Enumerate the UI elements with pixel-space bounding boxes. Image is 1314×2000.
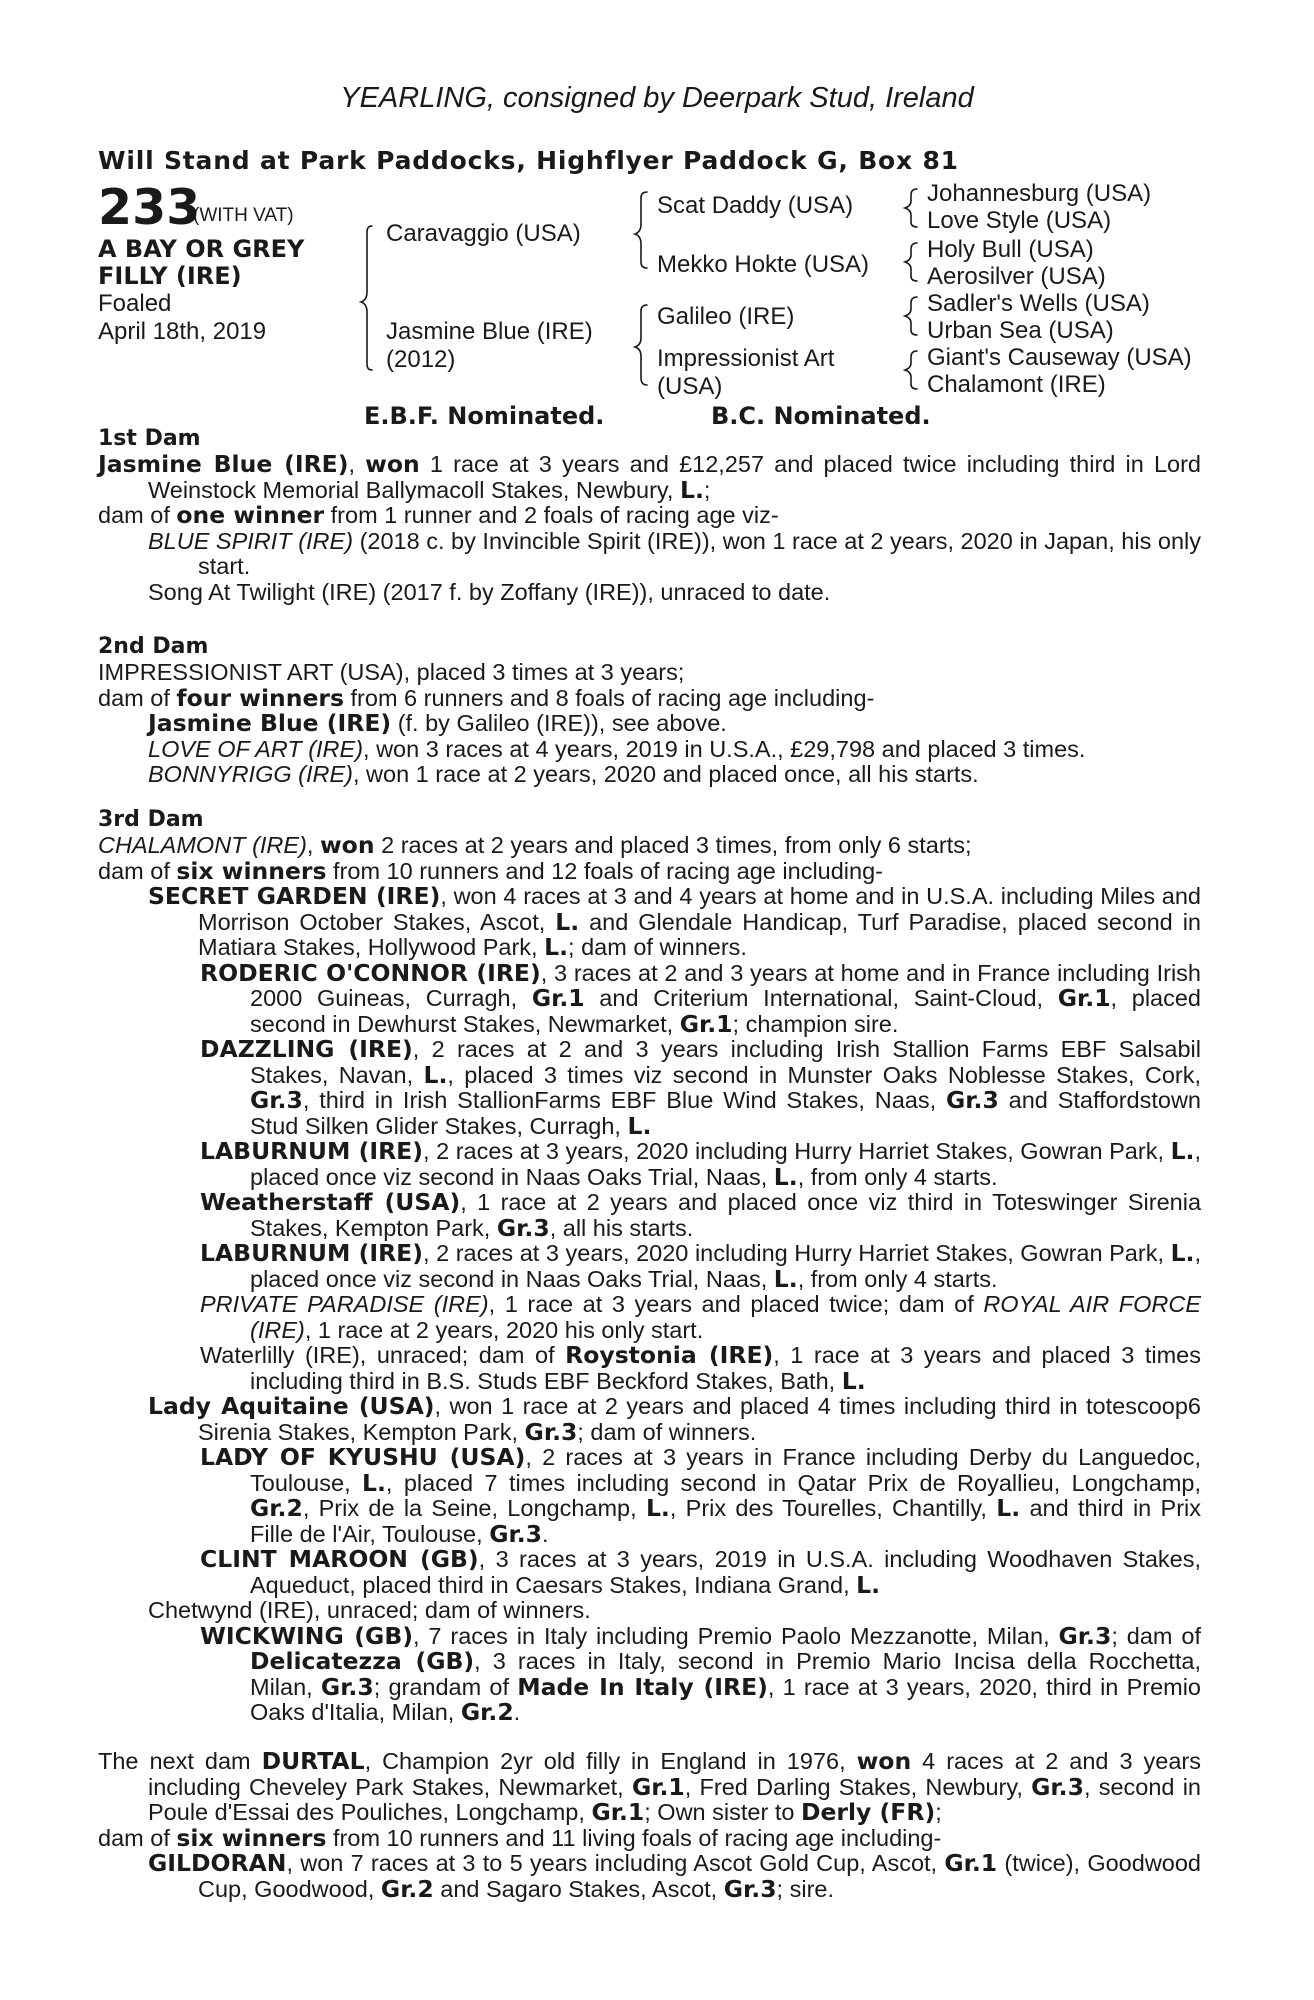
race-grade: Gr.1 <box>631 1772 685 1801</box>
text: dam of <box>98 857 177 884</box>
race-grade: L. <box>996 1494 1021 1522</box>
lot-number: 233 <box>98 179 201 236</box>
horse-description-line2: FILLY (IRE) <box>98 262 242 290</box>
produce-entry <box>98 1851 1201 1902</box>
text: ; sire. <box>776 1875 835 1902</box>
horse-name: Lady Aquitaine (USA) <box>148 1392 435 1420</box>
text: , 1 race at 3 years, 2020, third in Premio Oaks d'Italia, Milan, <box>250 1673 1202 1725</box>
foaled-label: Foaled <box>98 290 172 317</box>
text: , 3 races at 3 years, 2019 in U.S.A. including Woodhaven Stakes, Aqueduct, placed third in Caesars Stakes, Indiana Grand, <box>250 1546 1201 1598</box>
text: , from only 4 starts. <box>797 1265 998 1292</box>
text: ; Own sister to <box>644 1799 801 1825</box>
race-grade: Gr.1 <box>1057 984 1111 1012</box>
pedigree-gen3-8: Chalamont (IRE) <box>927 371 1106 398</box>
text: ; <box>935 1799 942 1825</box>
race-grade: Gr.3 <box>496 1213 550 1242</box>
text: , won 1 race at 2 years and placed 4 times including third in totescoop6 Sirenia Stakes, Kempton Park, <box>198 1393 1201 1445</box>
text: and Sagaro Stakes, Ascot, <box>433 1875 724 1902</box>
winners-count: one winner <box>176 501 325 529</box>
text: , 1 race at 2 years and placed once viz third in Toteswinger Sirenia Stakes, Kempton Park, <box>250 1189 1202 1241</box>
text: ; champion sire. <box>732 1010 899 1037</box>
text: 4 races at 2 and 3 years including Cheveley Park Stakes, Newmarket, <box>148 1748 1201 1800</box>
second-dam-record <box>98 660 1201 686</box>
text: 2 races at 2 years and placed 3 times, from only 6 starts; <box>374 832 972 858</box>
horse-name: PRIVATE PARADISE (IRE) <box>200 1291 489 1317</box>
race-grade: Gr.3 <box>250 1086 303 1114</box>
won-marker: won <box>856 1747 912 1775</box>
text: (twice), Goodwood Cup, Goodwood, <box>198 1850 1201 1902</box>
text: . <box>542 1520 549 1547</box>
bc-nominated: B.C. Nominated. <box>711 402 931 430</box>
horse-name: SECRET GARDEN (IRE) <box>148 882 441 910</box>
text: from 10 runners and 12 foals of racing age including- <box>326 857 883 884</box>
text: ; <box>703 476 711 503</box>
horse-name: LABURNUM (IRE) <box>200 1239 423 1267</box>
text: , 3 races at 2 and 3 years at home and in France including Irish 2000 Guineas, Curragh, <box>250 959 1201 1011</box>
race-grade: Gr.1 <box>531 984 585 1012</box>
race-grade: L. <box>841 1366 866 1395</box>
pedigree-sire: Caravaggio (USA) <box>386 220 581 247</box>
third-dam-produce-summary <box>98 856 1201 885</box>
first-dam-heading: 1st Dam <box>98 426 201 451</box>
second-dam-produce-summary <box>98 683 1201 712</box>
text: from 10 runners and 11 living foals of racing age including- <box>326 1824 942 1851</box>
text: , 2 races at 3 years, 2020 including Hurry Harriet Stakes, Gowran Park, <box>422 1138 1171 1164</box>
race-grade: L. <box>627 1111 652 1140</box>
text: and Criterium International, Saint-Cloud, <box>584 985 1058 1011</box>
text: , won 7 races at 3 to 5 years including Ascot Gold Cup, Ascot, <box>286 1850 945 1876</box>
text: , 2 races at 3 years, 2020 including Hurry Harriet Stakes, Gowran Park, <box>422 1240 1171 1266</box>
section-third-dam <box>98 807 1201 1726</box>
second-dam-heading: 2nd Dam <box>98 634 209 659</box>
text: , 2 races at 3 years in France including Derby du Languedoc, Toulouse, <box>250 1444 1201 1496</box>
text: , won 3 races at 4 years, 2019 in U.S.A., £29,798 and placed 3 times. <box>363 735 1086 762</box>
race-grade: Gr.3 <box>1058 1621 1112 1650</box>
race-grade: Gr.1 <box>944 1849 998 1877</box>
winners-count: four winners <box>176 683 344 712</box>
text: ; dam of <box>1111 1622 1201 1649</box>
text: The next dam <box>98 1748 262 1774</box>
produce-entry <box>98 737 1201 763</box>
text: , third in Irish StallionFarms EBF Blue Wind Stakes, Naas, <box>302 1087 946 1113</box>
race-grade: L. <box>555 907 580 936</box>
text: (2018 c. by Invincible Spirit (IRE)), won 1 race at 2 years, 2020 in Japan, his only start. <box>198 527 1201 579</box>
text: and Staffordstown Stud Silken Glider Stakes, Curragh, <box>250 1087 1201 1139</box>
text: dam of <box>98 1824 177 1851</box>
next-dam-record <box>98 1749 1201 1826</box>
produce-entry <box>98 1621 1202 1726</box>
text: from 1 runner and 2 foals of racing age viz- <box>324 502 779 528</box>
text: , Fred Darling Stakes, Newbury, <box>684 1773 1032 1800</box>
race-grade: L. <box>1170 1239 1195 1267</box>
horse-name: Roystonia (IRE) <box>565 1341 774 1369</box>
pedigree-gen3-6: Urban Sea (USA) <box>927 317 1114 344</box>
pedigree-dam-dam-origin: (USA) <box>657 373 723 400</box>
text: IMPRESSIONIST ART (USA), placed 3 times at 3 years; <box>98 659 685 685</box>
horse-name: LABURNUM (IRE) <box>200 1137 423 1165</box>
race-grade: Gr.2 <box>250 1494 303 1522</box>
text: 1 race at 3 years and £12,257 and placed twice including third in Lord Weinstock Memorial Ballymacoll Stakes, Newbury, <box>148 451 1201 503</box>
race-grade: Gr.3 <box>946 1086 999 1114</box>
race-grade: L. <box>423 1060 448 1089</box>
race-grade: Gr.3 <box>489 1519 542 1548</box>
pedigree-dam-year: (2012) <box>386 346 456 373</box>
pedigree-dam <box>386 318 593 374</box>
horse-name: GILDORAN <box>148 1849 287 1877</box>
text: , 1 race at 3 years and placed twice; dam of <box>488 1291 984 1317</box>
text: , 3 races in Italy, second in Premio Mario Incisa della Rocchetta, Milan, <box>250 1648 1202 1700</box>
pedigree-gen3-2: Love Style (USA) <box>927 207 1112 234</box>
horse-name: Jasmine Blue (IRE) <box>148 709 392 737</box>
text: , Champion 2yr old filly in England in 1976, <box>364 1748 857 1774</box>
third-dam-heading: 3rd Dam <box>98 807 204 832</box>
text: , Prix des Tourelles, Chantilly, <box>669 1495 997 1521</box>
produce-entry <box>98 1037 1201 1139</box>
text: Chetwynd (IRE), unraced; dam of winners. <box>148 1597 591 1623</box>
text: . <box>513 1699 521 1725</box>
foaled-date: April 18th, 2019 <box>98 318 267 345</box>
text: and third in Prix Fille de l'Air, Toulouse, <box>250 1495 1201 1547</box>
text: Waterlilly (IRE), unraced; dam of <box>200 1342 566 1368</box>
vat-note: (WITH VAT) <box>193 205 294 226</box>
race-grade: Gr.2 <box>380 1874 434 1903</box>
text: , placed 3 times viz second in Munster Oaks Noblesse Stakes, Cork, <box>447 1061 1202 1088</box>
race-grade: Gr.1 <box>591 1798 645 1826</box>
text: , 1 race at 3 years and placed 3 times including third in B.S. Studs EBF Beckford Stakes, Bath, <box>250 1342 1201 1394</box>
pedigree-dam-dam <box>657 345 834 401</box>
race-grade: L. <box>856 1570 881 1599</box>
text: Song At Twilight (IRE) (2017 f. by Zoffany (IRE)), unraced to date. <box>148 578 831 605</box>
produce-entry <box>98 1241 1201 1292</box>
section-next-dam <box>98 1749 1201 1902</box>
text: , <box>348 451 366 477</box>
race-grade: Gr.3 <box>723 1874 777 1903</box>
pedigree-gen3-7: Giant's Causeway (USA) <box>927 344 1192 371</box>
pedigree-dam-dam-name: Impressionist Art <box>657 345 835 372</box>
race-grade: Gr.2 <box>460 1698 514 1726</box>
text: , placed once viz second in Naas Oaks Trial, Naas, <box>250 1138 1201 1190</box>
text: dam of <box>98 684 177 711</box>
won-marker: won <box>365 450 420 478</box>
text: (f. by Galileo (IRE)), see above. <box>391 710 727 736</box>
pedigree-dam-sire: Galileo (IRE) <box>657 303 795 330</box>
text: , all his starts. <box>549 1214 694 1241</box>
horse-name: CLINT MAROON (GB) <box>200 1545 479 1573</box>
horse-name: LOVE OF ART (IRE) <box>148 735 364 762</box>
text: dam of <box>98 502 177 528</box>
pedigree-gen3-5: Sadler's Wells (USA) <box>927 290 1150 317</box>
produce-entry <box>98 884 1201 961</box>
horse-name: BLUE SPIRIT (IRE) <box>148 527 354 554</box>
text: , Prix de la Seine, Longchamp, <box>302 1495 646 1521</box>
text: , placed once viz second in Naas Oaks Trial, Naas, <box>250 1240 1201 1292</box>
first-dam-produce-summary <box>98 503 1201 529</box>
horse-name: Jasmine Blue (IRE) <box>98 450 349 478</box>
text: , 2 races at 2 and 3 years including Irish Stallion Farms EBF Salsabil Stakes, Navan, <box>250 1036 1201 1088</box>
pedigree-sire-sire: Scat Daddy (USA) <box>657 192 854 219</box>
race-grade: L. <box>544 933 569 961</box>
text: , 7 races in Italy including Premio Paolo Mezzanotte, Milan, <box>412 1622 1059 1649</box>
text: ; dam of winners. <box>568 934 747 960</box>
race-grade: L. <box>362 1468 386 1497</box>
horse-name: CHALAMONT (IRE) <box>98 832 307 858</box>
text: , placed second in Dewhurst Stakes, Newmarket, <box>250 985 1202 1037</box>
horse-name: Made In Italy (IRE) <box>517 1672 768 1701</box>
race-grade: L. <box>773 1264 798 1293</box>
race-grade: L. <box>1170 1137 1195 1165</box>
pedigree-gen3-3: Holy Bull (USA) <box>927 236 1094 263</box>
produce-entry <box>98 1445 1201 1547</box>
race-grade: L. <box>645 1494 670 1522</box>
horse-name: WICKWING (GB) <box>200 1621 413 1650</box>
horse-description-line1: A BAY OR GREY <box>98 235 305 263</box>
race-grade: Gr.3 <box>1031 1772 1084 1801</box>
stand-location: Will Stand at Park Paddocks, Highflyer Paddock G, Box 81 <box>98 146 959 175</box>
won-marker: won <box>319 831 375 859</box>
produce-entry <box>98 1343 1201 1394</box>
horse-name: DAZZLING (IRE) <box>200 1035 413 1063</box>
produce-entry <box>98 1394 1201 1445</box>
horse-name: RODERIC O'CONNOR (IRE) <box>200 958 541 987</box>
text: , won 1 race at 2 years, 2020 and placed once, all his starts. <box>352 761 979 787</box>
text: ; dam of winners. <box>577 1418 757 1445</box>
winners-count: six winners <box>176 1823 327 1852</box>
text: , won 4 races at 3 and 4 years at home and in U.S.A. including Miles and Morrison October Stakes, Ascot, <box>198 883 1202 935</box>
horse-name: ROYAL AIR FORCE (IRE) <box>250 1291 1201 1343</box>
text: , from only 4 starts. <box>797 1163 998 1190</box>
race-grade: L. <box>679 475 704 504</box>
produce-entry <box>98 762 1201 788</box>
race-grade: L. <box>773 1162 798 1191</box>
text: from 6 runners and 8 foals of racing age including- <box>344 684 875 711</box>
horse-name: Weatherstaff (USA) <box>200 1188 461 1216</box>
next-dam-produce-summary <box>98 1823 1201 1852</box>
horse-name: DURTAL <box>261 1747 365 1775</box>
produce-entry <box>98 1190 1201 1241</box>
first-dam-record <box>98 452 1201 503</box>
ebf-nominated: E.B.F. Nominated. <box>364 402 605 430</box>
text: , 1 race at 2 years, 2020 his only start. <box>304 1316 704 1343</box>
produce-entry <box>98 711 1201 737</box>
section-second-dam <box>98 634 1201 788</box>
text: , second in Poule d'Essai des Pouliches, Longchamp, <box>148 1773 1202 1825</box>
pedigree-gen3-4: Aerosilver (USA) <box>927 263 1106 290</box>
produce-entry <box>98 529 1201 580</box>
race-grade: Gr.1 <box>679 1009 733 1038</box>
horse-name: Delicatezza (GB) <box>250 1647 475 1675</box>
section-first-dam <box>98 426 1201 605</box>
text: , placed 7 times including second in Qatar Prix de Royallieu, Longchamp, <box>385 1469 1201 1496</box>
produce-entry <box>98 1292 1201 1343</box>
pedigree-gen3-1: Johannesburg (USA) <box>927 180 1152 207</box>
produce-entry <box>98 1547 1201 1598</box>
race-grade: Gr.3 <box>320 1672 374 1701</box>
pedigree-dam-name: Jasmine Blue (IRE) <box>386 318 593 345</box>
produce-entry <box>98 1139 1201 1190</box>
horse-name: Derly (FR) <box>800 1798 936 1826</box>
consignment-line: YEARLING, consigned by Deerpark Stud, Ireland <box>340 82 974 114</box>
text: ; grandam of <box>373 1673 518 1700</box>
text: and Glendale Handicap, Turf Paradise, placed second in Matiara Stakes, Hollywood Park, <box>198 908 1201 960</box>
horse-name: BONNYRIGG (IRE) <box>148 761 353 787</box>
winners-count: six winners <box>176 856 327 885</box>
text: , <box>306 832 320 858</box>
produce-entry <box>98 1598 1201 1624</box>
produce-entry <box>98 580 1201 606</box>
horse-name: LADY OF KYUSHU (USA) <box>200 1443 526 1471</box>
third-dam-record <box>98 833 1201 859</box>
pedigree-sire-dam: Mekko Hokte (USA) <box>657 251 870 278</box>
produce-entry <box>98 958 1202 1038</box>
race-grade: Gr.3 <box>524 1417 578 1446</box>
